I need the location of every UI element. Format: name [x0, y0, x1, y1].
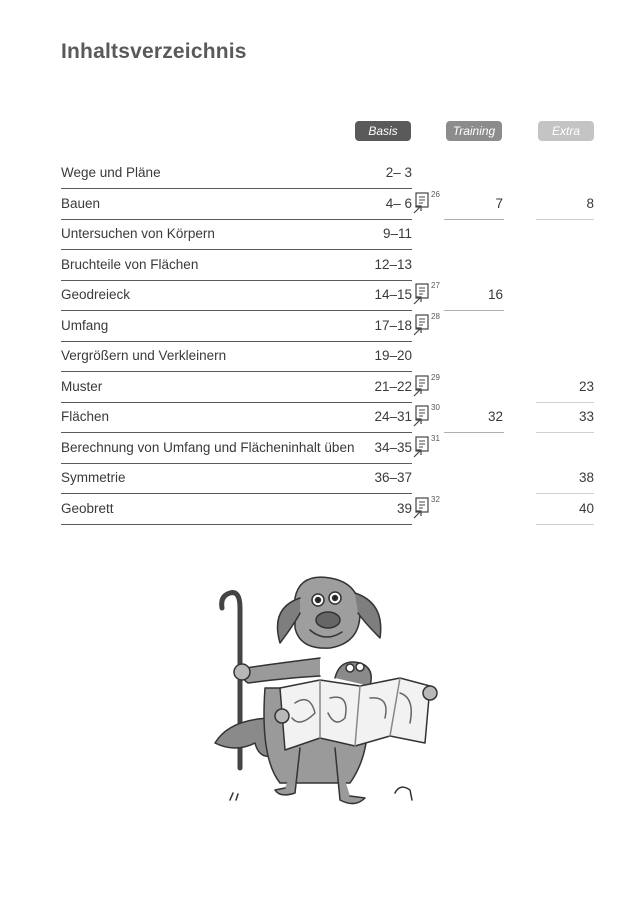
toc-row — [0, 470, 640, 500]
extra-page: 23 — [578, 378, 594, 394]
chapter-title: Berechnung von Umfang und Flächeninhalt üben — [61, 439, 355, 455]
extra-page: 40 — [578, 500, 594, 516]
basis-pages: 36–37 — [374, 470, 412, 485]
basis-pages: 21–22 — [374, 378, 412, 394]
toc-row — [0, 311, 640, 348]
toc-row — [0, 348, 640, 378]
extra-divider — [536, 493, 594, 494]
link-number: 31 — [431, 433, 440, 443]
extra-divider — [536, 524, 594, 525]
external-link-icon[interactable] — [413, 189, 443, 216]
extra-page: 8 — [586, 195, 594, 211]
column-header-training: Training — [446, 121, 502, 141]
chapter-title: Symmetrie — [61, 470, 126, 485]
basis-divider — [61, 463, 412, 464]
page-title: Inhaltsverzeichnis — [61, 40, 247, 63]
chapter-title: Geobrett — [61, 500, 114, 516]
chapter-title: Flächen — [61, 409, 110, 424]
basis-divider — [61, 280, 412, 281]
link-glyph-icon — [413, 436, 431, 458]
link-glyph-icon — [413, 497, 431, 519]
extra-divider — [536, 402, 594, 403]
link-glyph-icon — [413, 405, 431, 427]
toc-row — [0, 257, 640, 287]
basis-divider — [61, 188, 412, 189]
basis-divider — [61, 219, 412, 220]
extra-divider — [536, 219, 594, 220]
basis-divider — [61, 432, 412, 433]
training-page: 7 — [495, 195, 503, 211]
basis-divider — [61, 493, 412, 494]
basis-pages: 19–20 — [374, 348, 412, 363]
chapter-title: Bauen — [61, 195, 101, 211]
toc-row — [0, 165, 640, 195]
external-link-icon[interactable] — [413, 372, 443, 399]
column-header-basis: Basis — [355, 121, 411, 141]
basis-pages: 12–13 — [374, 256, 412, 272]
training-page: 32 — [487, 409, 503, 424]
basis-pages: 24–31 — [374, 409, 412, 424]
extra-divider — [536, 432, 594, 433]
basis-divider — [61, 249, 412, 250]
basis-divider — [61, 341, 412, 342]
basis-pages: 34–35 — [374, 439, 412, 455]
training-divider — [444, 219, 504, 220]
toc-row — [0, 372, 640, 409]
toc-row — [0, 494, 640, 531]
basis-divider — [61, 402, 412, 403]
toc-row — [0, 281, 640, 317]
chapter-title: Vergrößern und Verkleinern — [61, 348, 227, 363]
basis-pages: 2– 3 — [385, 165, 412, 180]
extra-page: 38 — [578, 470, 594, 485]
basis-pages: 9–11 — [382, 226, 412, 241]
dog-with-map-illustration — [200, 568, 450, 818]
extra-page: 33 — [578, 409, 594, 424]
link-number: 27 — [431, 281, 440, 290]
link-glyph-icon — [413, 192, 431, 214]
external-link-icon[interactable] — [413, 283, 443, 307]
chapter-title: Bruchteile von Flächen — [61, 256, 199, 272]
link-number: 32 — [431, 494, 440, 504]
chapter-title: Muster — [61, 378, 103, 394]
basis-divider — [61, 310, 412, 311]
toc-row — [0, 189, 640, 226]
basis-pages: 39 — [396, 500, 412, 516]
basis-pages: 14–15 — [374, 287, 412, 302]
link-number: 30 — [431, 403, 440, 412]
link-number: 29 — [431, 372, 440, 382]
chapter-title: Untersuchen von Körpern — [61, 226, 215, 241]
link-number: 26 — [431, 189, 440, 199]
training-page: 16 — [487, 287, 503, 302]
basis-pages: 4– 6 — [385, 195, 412, 211]
basis-divider — [61, 524, 412, 525]
training-divider — [444, 432, 504, 433]
chapter-title: Umfang — [61, 317, 109, 333]
link-glyph-icon — [413, 375, 431, 397]
toc-row — [0, 226, 640, 256]
external-link-icon[interactable] — [413, 494, 443, 521]
column-header-extra: Extra — [538, 121, 594, 141]
external-link-icon[interactable] — [413, 405, 443, 429]
link-number: 28 — [431, 311, 440, 321]
toc-row — [0, 403, 640, 439]
toc-row — [0, 433, 640, 470]
link-glyph-icon — [413, 314, 431, 336]
link-glyph-icon — [413, 283, 431, 305]
basis-pages: 17–18 — [374, 317, 412, 333]
training-divider — [444, 310, 504, 311]
chapter-title: Wege und Pläne — [61, 165, 161, 180]
chapter-title: Geodreieck — [61, 287, 131, 302]
basis-divider — [61, 371, 412, 372]
external-link-icon[interactable] — [413, 311, 443, 338]
external-link-icon[interactable] — [413, 433, 443, 460]
